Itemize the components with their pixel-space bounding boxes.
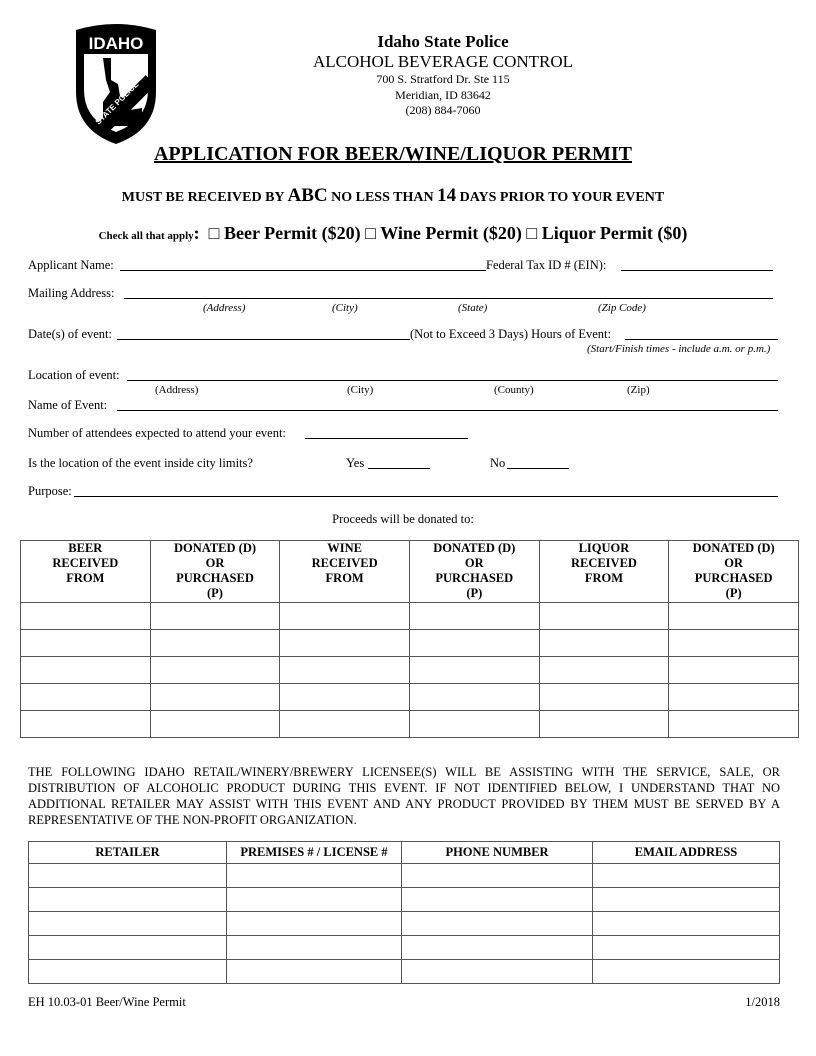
loc-zip-caption: (Zip) xyxy=(627,384,650,396)
form-date: 1/2018 xyxy=(745,995,780,1009)
email-address-header: EMAIL ADDRESS xyxy=(593,842,780,864)
notice-part-3: DAYS PRIOR TO YOUR EVENT xyxy=(456,190,665,205)
table-cell[interactable] xyxy=(409,657,539,684)
table-cell[interactable] xyxy=(227,936,402,960)
table-cell[interactable] xyxy=(280,630,410,657)
yes-field[interactable] xyxy=(368,456,430,469)
mail-address-caption: (Address) xyxy=(203,302,246,314)
location-label: Location of event: xyxy=(28,368,120,382)
notice-part-1: MUST BE RECEIVED BY xyxy=(121,190,288,205)
table-cell[interactable] xyxy=(21,630,151,657)
applicant-name-label: Applicant Name: xyxy=(28,258,114,272)
table-cell[interactable] xyxy=(150,603,280,630)
product-table-body xyxy=(21,603,799,738)
table-row xyxy=(21,603,799,630)
table-cell[interactable] xyxy=(280,657,410,684)
table-cell[interactable] xyxy=(150,657,280,684)
table-cell[interactable] xyxy=(539,711,669,738)
table-cell[interactable] xyxy=(593,912,780,936)
table-cell[interactable] xyxy=(21,603,151,630)
phone-number-header: PHONE NUMBER xyxy=(402,842,593,864)
isp-badge-logo xyxy=(70,22,162,146)
retailer-table-header-row xyxy=(29,842,780,864)
event-hours-label: (Not to Exceed 3 Days) Hours of Event: xyxy=(410,327,611,341)
check-label: Check all that apply xyxy=(98,230,194,242)
table-row xyxy=(21,684,799,711)
table-cell[interactable] xyxy=(21,711,151,738)
loc-address-caption: (Address) xyxy=(155,384,199,396)
phone-number: (208) 884-7060 xyxy=(405,103,481,117)
liquor-permit-label: Liquor Permit ($0) xyxy=(541,223,688,243)
event-name-label: Name of Event: xyxy=(28,398,108,412)
attendees-field[interactable] xyxy=(305,426,468,439)
proceeds-label: Proceeds will be donated to: xyxy=(332,512,474,526)
table-cell[interactable] xyxy=(409,711,539,738)
logo-text-band: STATE POLICE xyxy=(93,79,141,127)
table-cell[interactable] xyxy=(227,912,402,936)
beer-permit-checkbox[interactable]: □ xyxy=(208,223,220,243)
table-cell[interactable] xyxy=(150,630,280,657)
event-dates-field[interactable] xyxy=(117,327,410,340)
wine-received-header: WINE RECEIVED FROM xyxy=(280,541,410,603)
mail-state-caption: (State) xyxy=(458,302,488,314)
premises-license-header: PREMISES # / LICENSE # xyxy=(227,842,402,864)
table-cell[interactable] xyxy=(669,657,799,684)
retailer-header: RETAILER xyxy=(29,842,227,864)
mailing-address-field[interactable] xyxy=(124,286,773,299)
event-hours-field[interactable] xyxy=(625,327,778,340)
table-cell[interactable] xyxy=(21,684,151,711)
wine-permit-label: Wine Permit ($20) xyxy=(380,223,522,243)
table-row xyxy=(21,711,799,738)
retailer-table xyxy=(28,841,780,984)
liquor-permit-checkbox[interactable]: □ xyxy=(526,223,538,243)
beer-received-header: BEER RECEIVED FROM xyxy=(21,541,151,603)
no-label: No xyxy=(490,456,506,470)
table-cell[interactable] xyxy=(29,888,227,912)
table-cell[interactable] xyxy=(21,657,151,684)
retailer-table-body xyxy=(29,864,780,984)
table-cell[interactable] xyxy=(150,711,280,738)
table-cell[interactable] xyxy=(227,960,402,984)
table-cell[interactable] xyxy=(593,888,780,912)
table-cell[interactable] xyxy=(409,684,539,711)
table-row xyxy=(29,936,780,960)
liquor-received-header: LIQUOR RECEIVED FROM xyxy=(539,541,669,603)
table-cell[interactable] xyxy=(593,960,780,984)
table-cell[interactable] xyxy=(29,960,227,984)
mail-zip-caption: (Zip Code) xyxy=(598,302,646,314)
liquor-donated-header: DONATED (D) OR PURCHASED (P) xyxy=(669,541,799,603)
division-name: ALCOHOL BEVERAGE CONTROL xyxy=(312,52,574,71)
table-row xyxy=(21,630,799,657)
applicant-name-field[interactable] xyxy=(120,258,486,271)
table-cell[interactable] xyxy=(539,603,669,630)
mailing-address-label: Mailing Address: xyxy=(28,286,115,300)
table-cell[interactable] xyxy=(669,684,799,711)
table-row xyxy=(29,960,780,984)
federal-tax-field[interactable] xyxy=(621,258,773,271)
check-colon: : xyxy=(193,223,200,243)
event-dates-label: Date(s) of event: xyxy=(28,327,112,341)
table-cell[interactable] xyxy=(669,630,799,657)
location-field[interactable] xyxy=(127,368,778,381)
notice-days: 14 xyxy=(437,185,457,206)
table-row xyxy=(29,888,780,912)
table-cell[interactable] xyxy=(29,912,227,936)
table-cell[interactable] xyxy=(402,960,593,984)
table-cell[interactable] xyxy=(29,864,227,888)
loc-county-caption: (County) xyxy=(494,384,534,396)
logo-text-top: IDAHO xyxy=(88,34,144,53)
table-cell[interactable] xyxy=(29,936,227,960)
table-row xyxy=(21,657,799,684)
wine-permit-checkbox[interactable]: □ xyxy=(365,223,377,243)
table-cell[interactable] xyxy=(227,888,402,912)
beer-donated-header: DONATED (D) OR PURCHASED (P) xyxy=(150,541,280,603)
table-cell[interactable] xyxy=(409,603,539,630)
idaho-badge-icon xyxy=(70,22,162,146)
table-cell[interactable] xyxy=(150,684,280,711)
form-id: EH 10.03-01 Beer/Wine Permit xyxy=(28,995,186,1009)
address-line-1: 700 S. Stratford Dr. Ste 115 xyxy=(376,72,510,86)
notice-part-2: NO LESS THAN xyxy=(327,190,438,205)
table-row xyxy=(29,864,780,888)
city-limits-label: Is the location of the event inside city limits? xyxy=(28,456,253,470)
yes-label: Yes xyxy=(346,456,365,470)
permit-type-checks xyxy=(20,223,766,244)
org-name: Idaho State Police xyxy=(377,32,509,51)
table-cell[interactable] xyxy=(402,888,593,912)
table-cell[interactable] xyxy=(227,864,402,888)
table-cell[interactable] xyxy=(280,711,410,738)
product-table-header-row xyxy=(21,541,799,603)
table-row xyxy=(29,912,780,936)
table-cell[interactable] xyxy=(539,630,669,657)
table-cell[interactable] xyxy=(593,936,780,960)
table-cell[interactable] xyxy=(280,603,410,630)
beer-permit-label: Beer Permit ($20) xyxy=(224,223,361,243)
federal-tax-label: Federal Tax ID # (EIN): xyxy=(486,258,607,272)
event-name-field[interactable] xyxy=(117,398,778,411)
table-cell[interactable] xyxy=(539,657,669,684)
loc-city-caption: (City) xyxy=(347,384,374,396)
purpose-field[interactable] xyxy=(74,484,778,497)
mail-city-caption: (City) xyxy=(332,302,358,314)
no-field[interactable] xyxy=(507,456,569,469)
deadline-notice xyxy=(20,185,766,207)
purpose-label: Purpose: xyxy=(28,484,72,498)
address-line-2: Meridian, ID 83642 xyxy=(395,88,491,102)
table-cell[interactable] xyxy=(402,936,593,960)
wine-donated-header: DONATED (D) OR PURCHASED (P) xyxy=(409,541,539,603)
table-cell[interactable] xyxy=(402,912,593,936)
table-cell[interactable] xyxy=(669,711,799,738)
times-note: (Start/Finish times - include a.m. or p.m.) xyxy=(587,343,771,355)
table-cell[interactable] xyxy=(402,864,593,888)
table-cell[interactable] xyxy=(593,864,780,888)
table-cell[interactable] xyxy=(280,684,410,711)
product-source-table xyxy=(20,540,799,738)
table-cell[interactable] xyxy=(669,603,799,630)
table-cell[interactable] xyxy=(409,630,539,657)
notice-abc: ABC xyxy=(287,185,328,206)
attendees-label: Number of attendees expected to attend your event: xyxy=(28,426,286,440)
licensee-notice: THE FOLLOWING IDAHO RETAIL/WINERY/BREWERY LICENSEE(S) WILL BE ASSISTING WITH THE SERVICE, SALE, OR DISTRIBUTION OF ALCOHOLIC PRODUCT DURING THIS EVENT. IF NOT IDENTIFIED BELOW, I UNDERSTAND THAT NO ADDITIONAL RETAILER MAY ASSIST WITH THIS EVENT AND ANY PRODUCT PROVIDED BY THEM MUST BE SERVED BY A REPRESENTATIVE OF THE NON-PROFIT ORGANIZATION. xyxy=(28,765,780,827)
table-cell[interactable] xyxy=(539,684,669,711)
form-title: APPLICATION FOR BEER/WINE/LIQUOR PERMIT xyxy=(153,143,632,165)
